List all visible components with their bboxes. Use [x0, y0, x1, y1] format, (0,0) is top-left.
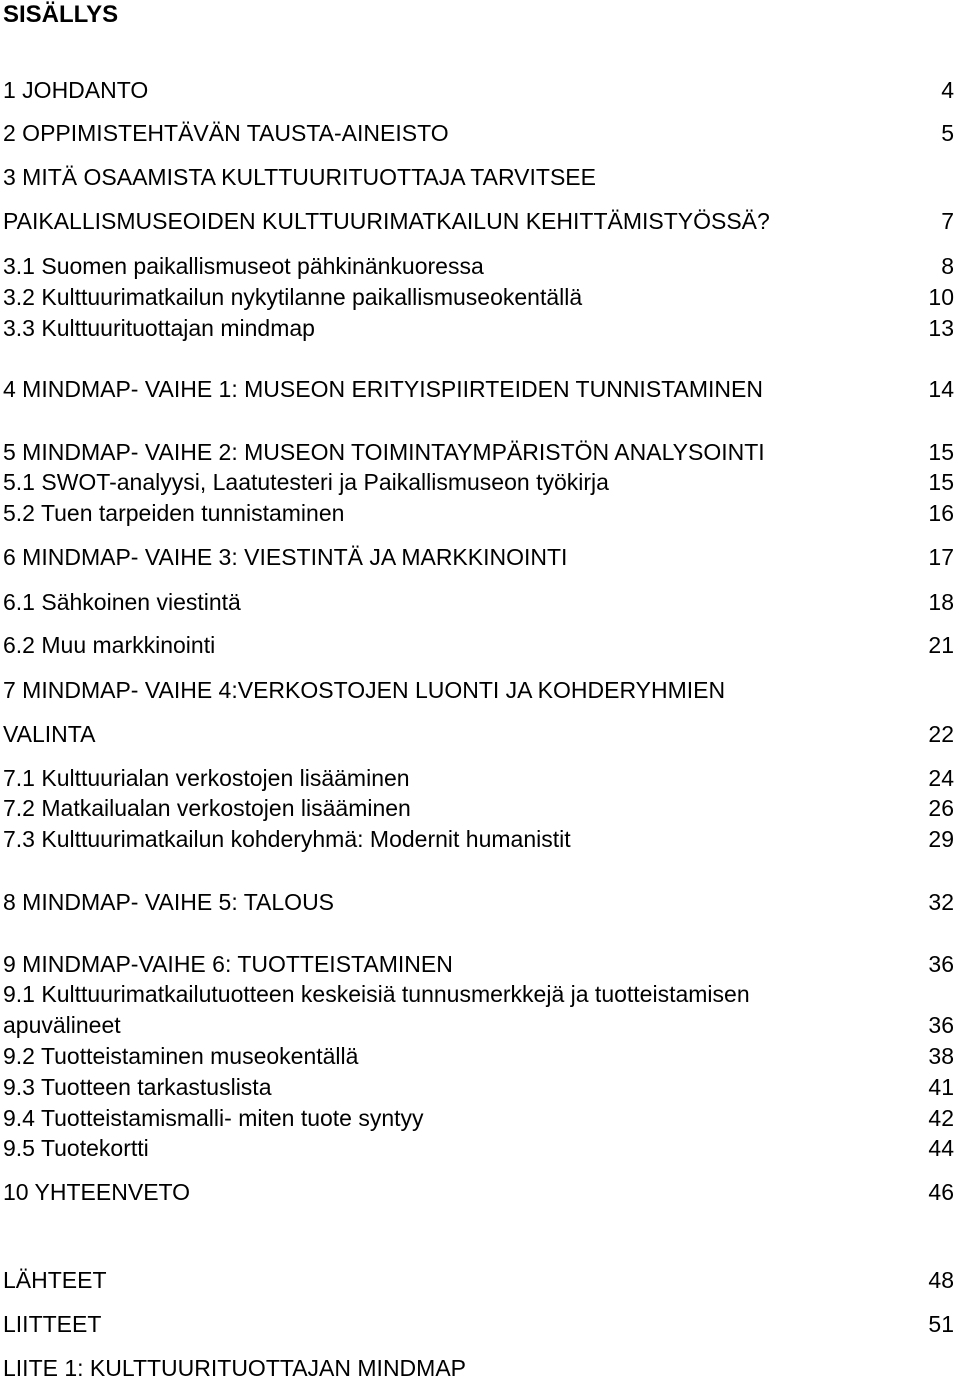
toc-entry-label: LÄHTEET [3, 1267, 107, 1293]
toc-entry-page: 21 [928, 632, 954, 658]
toc-entry-page: 7 [941, 208, 954, 234]
toc-entry-liitteet[interactable] [3, 1309, 954, 1339]
toc-entry-9-2[interactable] [3, 1041, 954, 1071]
toc-entry-page: 48 [928, 1267, 954, 1293]
toc-entry-1[interactable] [3, 75, 954, 105]
toc-entry-7-1[interactable] [3, 763, 954, 793]
toc-entry-page: 22 [928, 721, 954, 747]
toc-entry-page: 4 [941, 77, 954, 103]
toc-entry-page: 26 [928, 795, 954, 821]
toc-entry-5-2[interactable] [3, 498, 954, 528]
toc-entry-page: 13 [928, 315, 954, 341]
toc-entry-label: 3.2 Kulttuurimatkailun nykytilanne paikallismuseokentällä [3, 284, 583, 310]
toc-entry-label: 8 MINDMAP- VAIHE 5: TALOUS [3, 889, 335, 915]
toc-entry-9-5[interactable] [3, 1133, 954, 1163]
toc-entry-page: 32 [928, 889, 954, 915]
toc-entry-page: 46 [928, 1179, 954, 1205]
toc-entry-liite-1[interactable] [3, 1353, 954, 1383]
toc-entry-label: 7 MINDMAP- VAIHE 4:VERKOSTOJEN LUONTI JA KOHDERYHMIEN [3, 677, 726, 703]
toc-entry-label: 9.4 Tuotteistamismalli- miten tuote syntyy [3, 1105, 424, 1131]
toc-entry-page: 36 [928, 951, 954, 977]
toc-entry-label: 6.1 Sähkoinen viestintä [3, 589, 241, 615]
toc-entry-7[interactable] [3, 675, 954, 705]
toc-entry-page: 38 [928, 1043, 954, 1069]
toc-entry-label: 6 MINDMAP- VAIHE 3: VIESTINTÄ JA MARKKINOINTI [3, 544, 568, 570]
toc-entry-6[interactable] [3, 542, 954, 572]
toc-entry-page: 18 [928, 589, 954, 615]
toc-entry-label: VALINTA [3, 721, 96, 747]
toc-entry-page: 8 [941, 253, 954, 279]
toc-entry-9[interactable] [3, 949, 954, 979]
toc-entry-page: 15 [928, 469, 954, 495]
toc-entry-label: 3.3 Kulttuurituottajan mindmap [3, 315, 315, 341]
toc-entry-page: 17 [928, 544, 954, 570]
toc-entry-9-1[interactable] [3, 979, 954, 1009]
toc-entry-3-2[interactable] [3, 282, 954, 312]
toc-entry-label: 1 JOHDANTO [3, 77, 149, 103]
toc-entry-label: 4 MINDMAP- VAIHE 1: MUSEON ERITYISPIIRTEIDEN TUNNISTAMINEN [3, 376, 763, 402]
toc-entry-page: 36 [928, 1012, 954, 1038]
toc-entry-page: 16 [928, 500, 954, 526]
toc-entry-page: 42 [928, 1105, 954, 1131]
toc-entry-9-1-cont[interactable] [3, 1010, 954, 1040]
toc-entry-label: LIITTEET [3, 1311, 102, 1337]
toc-entry-6-2[interactable] [3, 630, 954, 660]
toc-entry-lahteet[interactable] [3, 1265, 954, 1295]
toc-entry-label: 9.1 Kulttuurimatkailutuotteen keskeisiä tunnusmerkkejä ja tuotteistamisen [3, 981, 750, 1007]
toc-entry-label: 9.2 Tuotteistaminen museokentällä [3, 1043, 359, 1069]
toc-entry-10[interactable] [3, 1177, 954, 1207]
toc-entry-6-1[interactable] [3, 587, 954, 617]
toc-entry-7-2[interactable] [3, 793, 954, 823]
toc-entry-9-3[interactable] [3, 1072, 954, 1102]
toc-entry-3-3[interactable] [3, 313, 954, 343]
toc-entry-5[interactable] [3, 437, 954, 467]
toc-entry-label: 5 MINDMAP- VAIHE 2: MUSEON TOIMINTAYMPÄRISTÖN ANALYSOINTI [3, 439, 765, 465]
toc-entry-page: 15 [928, 439, 954, 465]
toc-entry-4[interactable] [3, 374, 954, 404]
toc-entry-5-1[interactable] [3, 467, 954, 497]
toc-entry-3[interactable] [3, 162, 954, 192]
toc-entry-7-3[interactable] [3, 824, 954, 854]
toc-entry-label: LIITE 1: KULTTUURITUOTTAJAN MINDMAP [3, 1355, 467, 1381]
toc-entry-label: 7.2 Matkailualan verkostojen lisääminen [3, 795, 411, 821]
toc-entry-page: 44 [928, 1135, 954, 1161]
toc-entry-label: apuvälineet [3, 1012, 121, 1038]
toc-entry-label: 9.3 Tuotteen tarkastuslista [3, 1074, 272, 1100]
toc-entry-page: 10 [928, 284, 954, 310]
toc-entry-2[interactable] [3, 118, 954, 148]
toc-entry-9-4[interactable] [3, 1103, 954, 1133]
toc-entry-label: 9 MINDMAP-VAIHE 6: TUOTTEISTAMINEN [3, 951, 453, 977]
toc-entry-label: PAIKALLISMUSEOIDEN KULTTUURIMATKAILUN KEHITTÄMISTYÖSSÄ? [3, 208, 770, 234]
toc-entry-3-1[interactable] [3, 251, 954, 281]
toc-entry-label: 3.1 Suomen paikallismuseot pähkinänkuoressa [3, 253, 484, 279]
toc-entry-label: 3 MITÄ OSAAMISTA KULTTUURITUOTTAJA TARVITSEE [3, 164, 596, 190]
toc-entry-7-cont[interactable] [3, 719, 954, 749]
toc-entry-page: 5 [941, 120, 954, 146]
toc-entry-page: 14 [928, 376, 954, 402]
toc-entry-page: 41 [928, 1074, 954, 1100]
toc-entry-label: 5.2 Tuen tarpeiden tunnistaminen [3, 500, 345, 526]
toc-entry-page: 29 [928, 826, 954, 852]
toc-entry-label: 9.5 Tuotekortti [3, 1135, 149, 1161]
toc-entry-page: 51 [928, 1311, 954, 1337]
toc-entry-3-cont[interactable] [3, 206, 954, 236]
toc-entry-label: 5.1 SWOT-analyysi, Laatutesteri ja Paikallismuseon työkirja [3, 469, 609, 495]
toc-title: SISÄLLYS [3, 1, 119, 28]
toc-entry-8[interactable] [3, 887, 954, 917]
toc-entry-page: 24 [928, 765, 954, 791]
toc-entry-label: 10 YHTEENVETO [3, 1179, 191, 1205]
toc-entry-label: 7.1 Kulttuurialan verkostojen lisääminen [3, 765, 410, 791]
toc-entry-label: 7.3 Kulttuurimatkailun kohderyhmä: Modernit humanistit [3, 826, 571, 852]
toc-entry-label: 2 OPPIMISTEHTÄVÄN TAUSTA-AINEISTO [3, 120, 449, 146]
toc-entry-label: 6.2 Muu markkinointi [3, 632, 216, 658]
